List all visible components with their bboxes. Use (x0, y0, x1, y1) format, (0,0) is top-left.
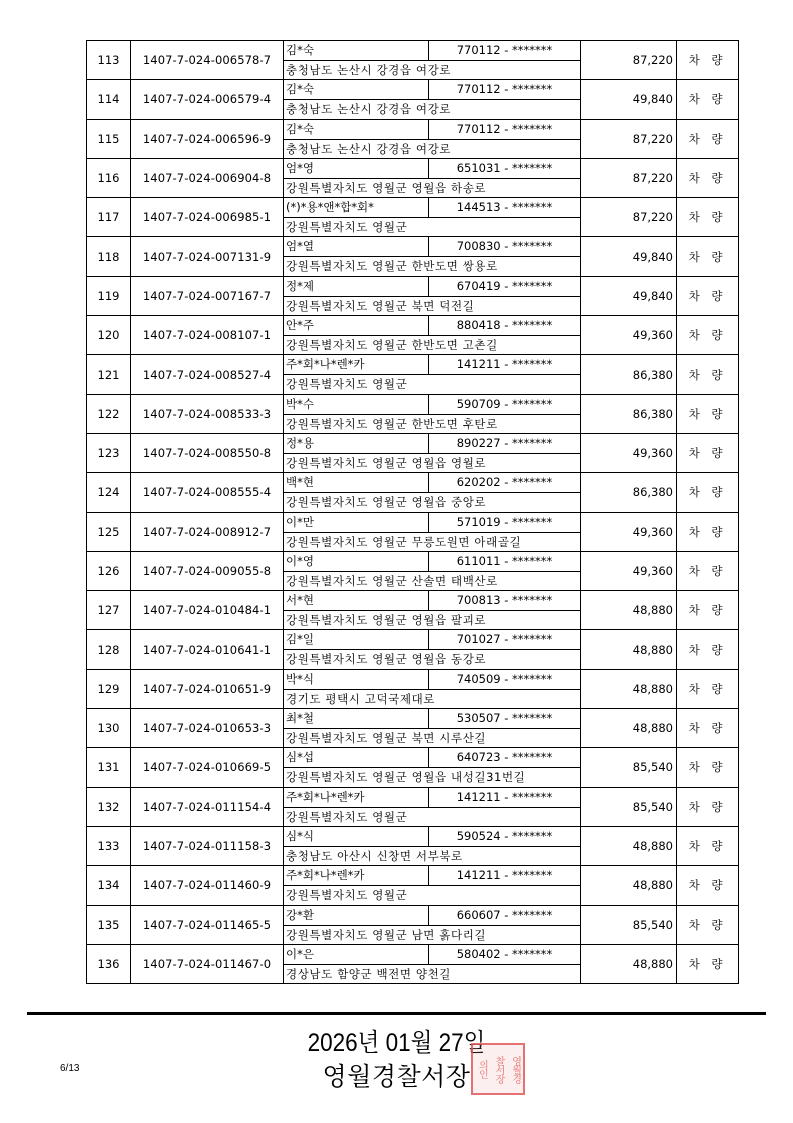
masked-name: 주*회*나*렌*카 (284, 866, 429, 885)
address: 강원특별자치도 영월군 영월읍 내성길31번길 (286, 770, 526, 785)
masked-name: 주*회*나*렌*카 (284, 788, 429, 807)
record-id: 1407-7-024-006904-8 (131, 159, 284, 197)
table-row (87, 788, 739, 827)
record-id: 1407-7-024-011158-3 (131, 827, 284, 865)
seal-text: 의인 (476, 1060, 488, 1078)
item-type: 차 량 (677, 41, 739, 79)
record-id: 1407-7-024-010651-9 (131, 670, 284, 708)
masked-registration-number: 141211 - ******* (456, 789, 553, 804)
masked-name: 김*숙 (284, 41, 429, 60)
masked-registration-number: 770112 - ******* (456, 82, 553, 97)
person-info (284, 945, 581, 983)
table-row (87, 80, 739, 119)
table-row (87, 198, 739, 237)
table-row (87, 827, 739, 866)
row-number: 114 (87, 80, 131, 118)
address: 강원특별자치도 영월군 한반도면 고촌길 (286, 338, 498, 353)
issuing-office: 영월경찰서장 (322, 1062, 471, 1091)
masked-registration-number: 700830 - ******* (456, 239, 553, 254)
record-id: 1407-7-024-010484-1 (131, 591, 284, 629)
table-row (87, 41, 739, 80)
amount: 49,840 (581, 237, 677, 275)
item-type: 차 량 (677, 866, 739, 904)
address: 강원특별자치도 영월군 북면 시루산길 (286, 731, 487, 746)
row-number: 113 (87, 41, 131, 79)
amount: 48,880 (581, 866, 677, 904)
table-row (87, 513, 739, 552)
masked-name: 김*숙 (284, 120, 429, 139)
masked-name: 정*제 (284, 277, 429, 296)
row-number: 115 (87, 120, 131, 158)
masked-registration-number: 590709 - ******* (456, 396, 553, 411)
issue-date: 2026년 01월 27일 (307, 1029, 486, 1057)
masked-name: 최*철 (284, 709, 429, 728)
row-number: 129 (87, 670, 131, 708)
person-info (284, 709, 581, 747)
table-row (87, 945, 739, 984)
masked-registration-number: 141211 - ******* (456, 868, 553, 883)
table-row (87, 670, 739, 709)
item-type: 차 량 (677, 513, 739, 551)
person-info (284, 41, 581, 79)
masked-registration-number: 590524 - ******* (456, 828, 553, 843)
row-number: 122 (87, 395, 131, 433)
masked-name: 엄*열 (284, 237, 429, 256)
amount: 87,220 (581, 198, 677, 236)
address: 충청남도 아산시 신창면 서부북로 (286, 848, 463, 863)
row-number: 136 (87, 945, 131, 983)
masked-name: 심*섭 (284, 748, 429, 767)
record-id: 1407-7-024-009055-8 (131, 552, 284, 590)
masked-registration-number: 740509 - ******* (456, 671, 553, 686)
amount: 85,540 (581, 906, 677, 944)
amount: 48,880 (581, 827, 677, 865)
table-row (87, 748, 739, 787)
masked-registration-number: 701027 - ******* (456, 632, 553, 647)
table-row (87, 237, 739, 276)
amount: 87,220 (581, 120, 677, 158)
record-id: 1407-7-024-011467-0 (131, 945, 284, 983)
item-type: 차 량 (677, 630, 739, 668)
person-info (284, 473, 581, 511)
person-info (284, 159, 581, 197)
record-id: 1407-7-024-008527-4 (131, 355, 284, 393)
record-id: 1407-7-024-006985-1 (131, 198, 284, 236)
item-type: 차 량 (677, 748, 739, 786)
item-type: 차 량 (677, 827, 739, 865)
masked-registration-number: 770112 - ******* (456, 121, 553, 136)
masked-name: 서*현 (284, 591, 429, 610)
address: 강원특별자치도 영월군 (286, 220, 408, 235)
amount: 48,880 (581, 591, 677, 629)
row-number: 126 (87, 552, 131, 590)
masked-name: (*)*용*앤*합*회* (284, 198, 429, 217)
person-info (284, 788, 581, 826)
item-type: 차 량 (677, 670, 739, 708)
masked-name: 이*영 (284, 552, 429, 571)
masked-name: 백*현 (284, 473, 429, 492)
record-id: 1407-7-024-010669-5 (131, 748, 284, 786)
record-id: 1407-7-024-006579-4 (131, 80, 284, 118)
address: 강원특별자치도 영월군 (286, 888, 408, 903)
seal-text: 찰서장 (492, 1055, 504, 1083)
row-number: 133 (87, 827, 131, 865)
record-id: 1407-7-024-011465-5 (131, 906, 284, 944)
item-type: 차 량 (677, 277, 739, 315)
person-info (284, 277, 581, 315)
amount: 48,880 (581, 630, 677, 668)
person-info (284, 395, 581, 433)
masked-registration-number: 700813 - ******* (456, 593, 553, 608)
amount: 49,360 (581, 434, 677, 472)
item-type: 차 량 (677, 159, 739, 197)
official-seal-icon (471, 1043, 525, 1095)
amount: 49,840 (581, 277, 677, 315)
address: 경상남도 함양군 백전면 양천길 (286, 966, 451, 981)
address: 충청남도 논산시 강경읍 여강로 (286, 63, 451, 77)
row-number: 120 (87, 316, 131, 354)
address: 강원특별자치도 영월군 산솔면 태백산로 (286, 573, 498, 588)
masked-name: 주*회*나*렌*카 (284, 355, 429, 374)
amount: 49,360 (581, 316, 677, 354)
person-info (284, 552, 581, 590)
address: 강원특별자치도 영월군 영월읍 동강로 (286, 652, 487, 667)
amount: 87,220 (581, 159, 677, 197)
person-info (284, 827, 581, 865)
row-number: 121 (87, 355, 131, 393)
table-row (87, 316, 739, 355)
person-info (284, 120, 581, 158)
address: 강원특별자치도 영월군 영월읍 영월로 (286, 455, 487, 470)
masked-registration-number: 144513 - ******* (456, 200, 553, 215)
address: 강원특별자치도 영월군 (286, 809, 408, 824)
amount: 85,540 (581, 788, 677, 826)
table-row (87, 159, 739, 198)
masked-registration-number: 651031 - ******* (456, 160, 553, 175)
record-id: 1407-7-024-008550-8 (131, 434, 284, 472)
row-number: 123 (87, 434, 131, 472)
amount: 86,380 (581, 395, 677, 433)
item-type: 차 량 (677, 473, 739, 511)
table-row (87, 866, 739, 905)
record-id: 1407-7-024-011460-9 (131, 866, 284, 904)
person-info (284, 748, 581, 786)
table-row (87, 434, 739, 473)
address: 강원특별자치도 영월군 남면 홁다리길 (286, 927, 487, 942)
amount: 49,360 (581, 513, 677, 551)
page-number: 6/13 (60, 1063, 80, 1074)
amount: 86,380 (581, 473, 677, 511)
masked-name: 이*만 (284, 513, 429, 532)
item-type: 차 량 (677, 355, 739, 393)
row-number: 128 (87, 630, 131, 668)
masked-registration-number: 530507 - ******* (456, 711, 553, 726)
footer-divider (27, 1012, 766, 1015)
row-number: 118 (87, 237, 131, 275)
table-row (87, 630, 739, 669)
amount: 85,540 (581, 748, 677, 786)
table-row (87, 591, 739, 630)
masked-registration-number: 660607 - ******* (456, 907, 553, 922)
masked-name: 이*은 (284, 945, 429, 964)
address: 강원특별자치도 영월군 영월읍 중앙로 (286, 495, 487, 510)
amount: 48,880 (581, 709, 677, 747)
row-number: 124 (87, 473, 131, 511)
amount: 86,380 (581, 355, 677, 393)
masked-registration-number: 670419 - ******* (456, 278, 553, 293)
table-row (87, 473, 739, 512)
row-number: 116 (87, 159, 131, 197)
masked-registration-number: 611011 - ******* (456, 553, 553, 568)
amount: 48,880 (581, 945, 677, 983)
person-info (284, 513, 581, 551)
person-info (284, 906, 581, 944)
item-type: 차 량 (677, 120, 739, 158)
person-info (284, 866, 581, 904)
item-type: 차 량 (677, 788, 739, 826)
item-type: 차 량 (677, 434, 739, 472)
row-number: 127 (87, 591, 131, 629)
masked-name: 심*식 (284, 827, 429, 846)
table-row (87, 709, 739, 748)
amount: 87,220 (581, 41, 677, 79)
notice-table (86, 40, 739, 984)
record-id: 1407-7-024-011154-4 (131, 788, 284, 826)
record-id: 1407-7-024-007131-9 (131, 237, 284, 275)
item-type: 차 량 (677, 237, 739, 275)
address: 강원특별자치도 영월군 영월읍 팔괴로 (286, 613, 487, 628)
item-type: 차 량 (677, 945, 739, 983)
table-row (87, 355, 739, 394)
address: 강원특별자치도 영월군 무릉도원면 아래골길 (286, 534, 522, 549)
record-id: 1407-7-024-008107-1 (131, 316, 284, 354)
masked-registration-number: 571019 - ******* (456, 514, 553, 529)
table-row (87, 395, 739, 434)
address: 충청남도 논산시 강경읍 여강로 (286, 141, 451, 156)
address: 강원특별자치도 영월군 한반도면 쌍용로 (286, 259, 498, 274)
record-id: 1407-7-024-007167-7 (131, 277, 284, 315)
amount: 49,840 (581, 80, 677, 118)
masked-name: 강*환 (284, 906, 429, 925)
person-info (284, 198, 581, 236)
person-info (284, 316, 581, 354)
record-id: 1407-7-024-006596-9 (131, 120, 284, 158)
item-type: 차 량 (677, 198, 739, 236)
row-number: 134 (87, 866, 131, 904)
masked-registration-number: 141211 - ******* (456, 357, 553, 372)
item-type: 차 량 (677, 906, 739, 944)
row-number: 119 (87, 277, 131, 315)
masked-name: 정*용 (284, 434, 429, 453)
person-info (284, 434, 581, 472)
person-info (284, 80, 581, 118)
amount: 48,880 (581, 670, 677, 708)
masked-name: 엄*영 (284, 159, 429, 178)
address: 강원특별자치도 영월군 영월읍 하송로 (286, 180, 487, 195)
masked-name: 안*주 (284, 316, 429, 335)
person-info (284, 670, 581, 708)
item-type: 차 량 (677, 395, 739, 433)
row-number: 131 (87, 748, 131, 786)
item-type: 차 량 (677, 80, 739, 118)
row-number: 125 (87, 513, 131, 551)
masked-name: 김*일 (284, 630, 429, 649)
record-id: 1407-7-024-006578-7 (131, 41, 284, 79)
record-id: 1407-7-024-010653-3 (131, 709, 284, 747)
amount: 49,360 (581, 552, 677, 590)
table-row (87, 120, 739, 159)
masked-registration-number: 880418 - ******* (456, 318, 553, 333)
masked-name: 박*수 (284, 395, 429, 414)
row-number: 132 (87, 788, 131, 826)
record-id: 1407-7-024-008912-7 (131, 513, 284, 551)
row-number: 117 (87, 198, 131, 236)
record-id: 1407-7-024-008533-3 (131, 395, 284, 433)
person-info (284, 630, 581, 668)
address: 강원특별자치도 영월군 (286, 377, 408, 392)
record-id: 1407-7-024-008555-4 (131, 473, 284, 511)
item-type: 차 량 (677, 552, 739, 590)
masked-registration-number: 890227 - ******* (456, 435, 553, 450)
address: 충청남도 논산시 강경읍 여강로 (286, 102, 451, 117)
item-type: 차 량 (677, 591, 739, 629)
address: 강원특별자치도 영월군 북면 덕전길 (286, 298, 475, 313)
seal-text: 영월경 (509, 1055, 521, 1083)
table-row (87, 552, 739, 591)
person-info (284, 591, 581, 629)
item-type: 차 량 (677, 316, 739, 354)
masked-name: 박*식 (284, 670, 429, 689)
masked-registration-number: 620202 - ******* (456, 475, 553, 490)
row-number: 135 (87, 906, 131, 944)
table-row (87, 906, 739, 945)
person-info (284, 237, 581, 275)
item-type: 차 량 (677, 709, 739, 747)
address: 경기도 평택시 고덕국제대로 (286, 691, 436, 706)
masked-registration-number: 770112 - ******* (456, 43, 553, 57)
masked-name: 김*숙 (284, 80, 429, 99)
row-number: 130 (87, 709, 131, 747)
address: 강원특별자치도 영월군 한반도면 후탄로 (286, 416, 498, 431)
masked-registration-number: 580402 - ******* (456, 946, 553, 961)
record-id: 1407-7-024-010641-1 (131, 630, 284, 668)
masked-registration-number: 640723 - ******* (456, 750, 553, 765)
table-row (87, 277, 739, 316)
person-info (284, 355, 581, 393)
